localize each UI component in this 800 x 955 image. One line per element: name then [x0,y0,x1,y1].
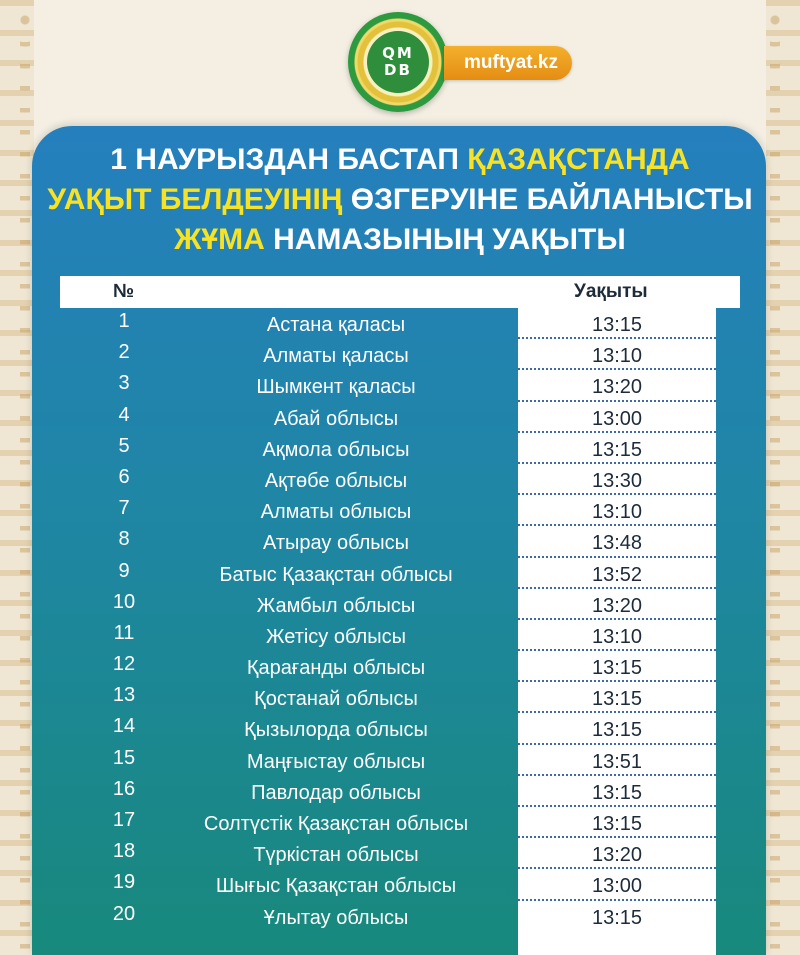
table-row [60,620,740,651]
title-line-1-highlight: ҚАЗАҚСТАНДА [467,143,690,176]
row-number: 7 [118,497,130,520]
header [348,12,588,112]
table-row [60,308,740,339]
prayer-time: 13:15 [591,719,643,742]
prayer-time: 13:52 [591,563,643,586]
table-row [60,370,740,401]
row-number: 11 [113,621,135,644]
table-row [60,558,740,589]
title-line-2 [0,180,800,220]
table-row [60,339,740,370]
region-name: Шымкент қаласы [256,376,416,399]
logo-emblem [367,31,429,93]
row-number: 6 [118,465,130,488]
prayer-time: 13:15 [591,438,643,461]
row-number: 18 [112,840,136,863]
row-number: 3 [118,372,130,395]
region-name: Солтүстік Қазақстан облысы [203,813,469,835]
region-name: Батыс Қазақстан облысы [219,563,453,586]
prayer-time: 13:51 [591,750,643,773]
table-row [60,807,740,838]
prayer-time: 13:20 [591,594,643,617]
region-name: Қостанай облысы [254,688,418,711]
prayer-time: 13:20 [591,844,643,867]
prayer-times-table [60,308,740,932]
region-name: Ақмола облысы [262,438,410,461]
region-name: Қызылорда облысы [244,719,428,742]
row-number: 16 [112,777,136,800]
prayer-time: 13:15 [591,906,643,929]
title-line-1 [0,140,800,180]
site-badge[interactable]: muftyat.kz [444,46,572,80]
table-row [60,901,740,932]
table-row [60,651,740,682]
row-number: 2 [118,341,130,364]
region-name: Абай облысы [273,407,399,430]
title-line-3-plain: НАМАЗЫНЫҢ УАҚЫТЫ [264,223,626,256]
table-row [60,745,740,776]
column-header-number: № [113,281,135,302]
row-number: 1 [118,310,130,332]
row-number: 13 [112,684,136,707]
region-name: Ұлытау облысы [263,906,409,929]
prayer-time: 13:30 [591,469,643,492]
region-name: Шығыс Қазақстан облысы [215,875,457,898]
table-row [60,589,740,620]
region-name: Ақтөбе облысы [264,469,408,492]
prayer-time: 13:10 [591,625,643,648]
row-number: 15 [112,746,136,769]
prayer-time: 13:15 [591,813,643,835]
logo-text-line1: QM [382,44,414,62]
logo-text-line2: DB [384,61,412,79]
table-row [60,402,740,433]
table-row [60,776,740,807]
title-line-2-highlight: УАҚЫТ БЕЛДЕУІНІҢ [47,183,343,216]
region-name: Павлодар облысы [251,781,421,804]
row-number: 19 [112,871,136,894]
table-row [60,869,740,900]
row-number: 4 [118,403,130,426]
table-header [60,276,740,308]
qmdb-logo [348,12,448,112]
title-line-3-highlight: ЖҰМА [174,223,265,256]
prayer-time: 13:48 [591,532,643,555]
row-number: 17 [112,809,136,831]
table-row [60,682,740,713]
region-name: Жамбыл облысы [256,594,416,617]
row-number: 20 [112,902,136,925]
page-title [0,140,800,260]
prayer-time: 13:10 [591,501,643,524]
title-line-2-plain: ӨЗГЕРУІНЕ БАЙЛАНЫСТЫ [342,183,753,216]
title-line-1-plain: 1 НАУРЫЗДАН БАСТАП [110,143,468,176]
prayer-time: 13:15 [591,657,643,680]
row-number: 8 [118,528,130,551]
table-row [60,464,740,495]
region-name: Алматы облысы [260,501,412,524]
row-number: 10 [112,590,136,613]
table-row [60,495,740,526]
prayer-time: 13:15 [591,314,643,336]
region-name: Астана қаласы [266,314,406,336]
table-row [60,526,740,557]
region-name: Түркістан облысы [253,844,419,867]
table-row [60,433,740,464]
row-number: 14 [112,715,136,738]
region-name: Алматы қаласы [263,345,409,368]
prayer-time: 13:00 [591,875,643,898]
prayer-time: 13:15 [591,781,643,804]
prayer-time: 13:10 [591,345,643,368]
row-number: 9 [118,559,130,582]
table-row [60,713,740,744]
region-name: Қарағанды облысы [246,657,426,680]
column-header-time: Уақыты [574,281,648,302]
title-line-3 [0,220,800,260]
row-number: 5 [118,434,130,457]
prayer-time: 13:20 [591,376,643,399]
region-name: Маңғыстау облысы [246,750,426,773]
region-name: Жетісу облысы [266,625,406,648]
prayer-time: 13:15 [591,688,643,711]
region-name: Атырау облысы [262,532,410,555]
row-number: 12 [112,653,136,676]
table-row [60,838,740,869]
prayer-time: 13:00 [591,407,643,430]
